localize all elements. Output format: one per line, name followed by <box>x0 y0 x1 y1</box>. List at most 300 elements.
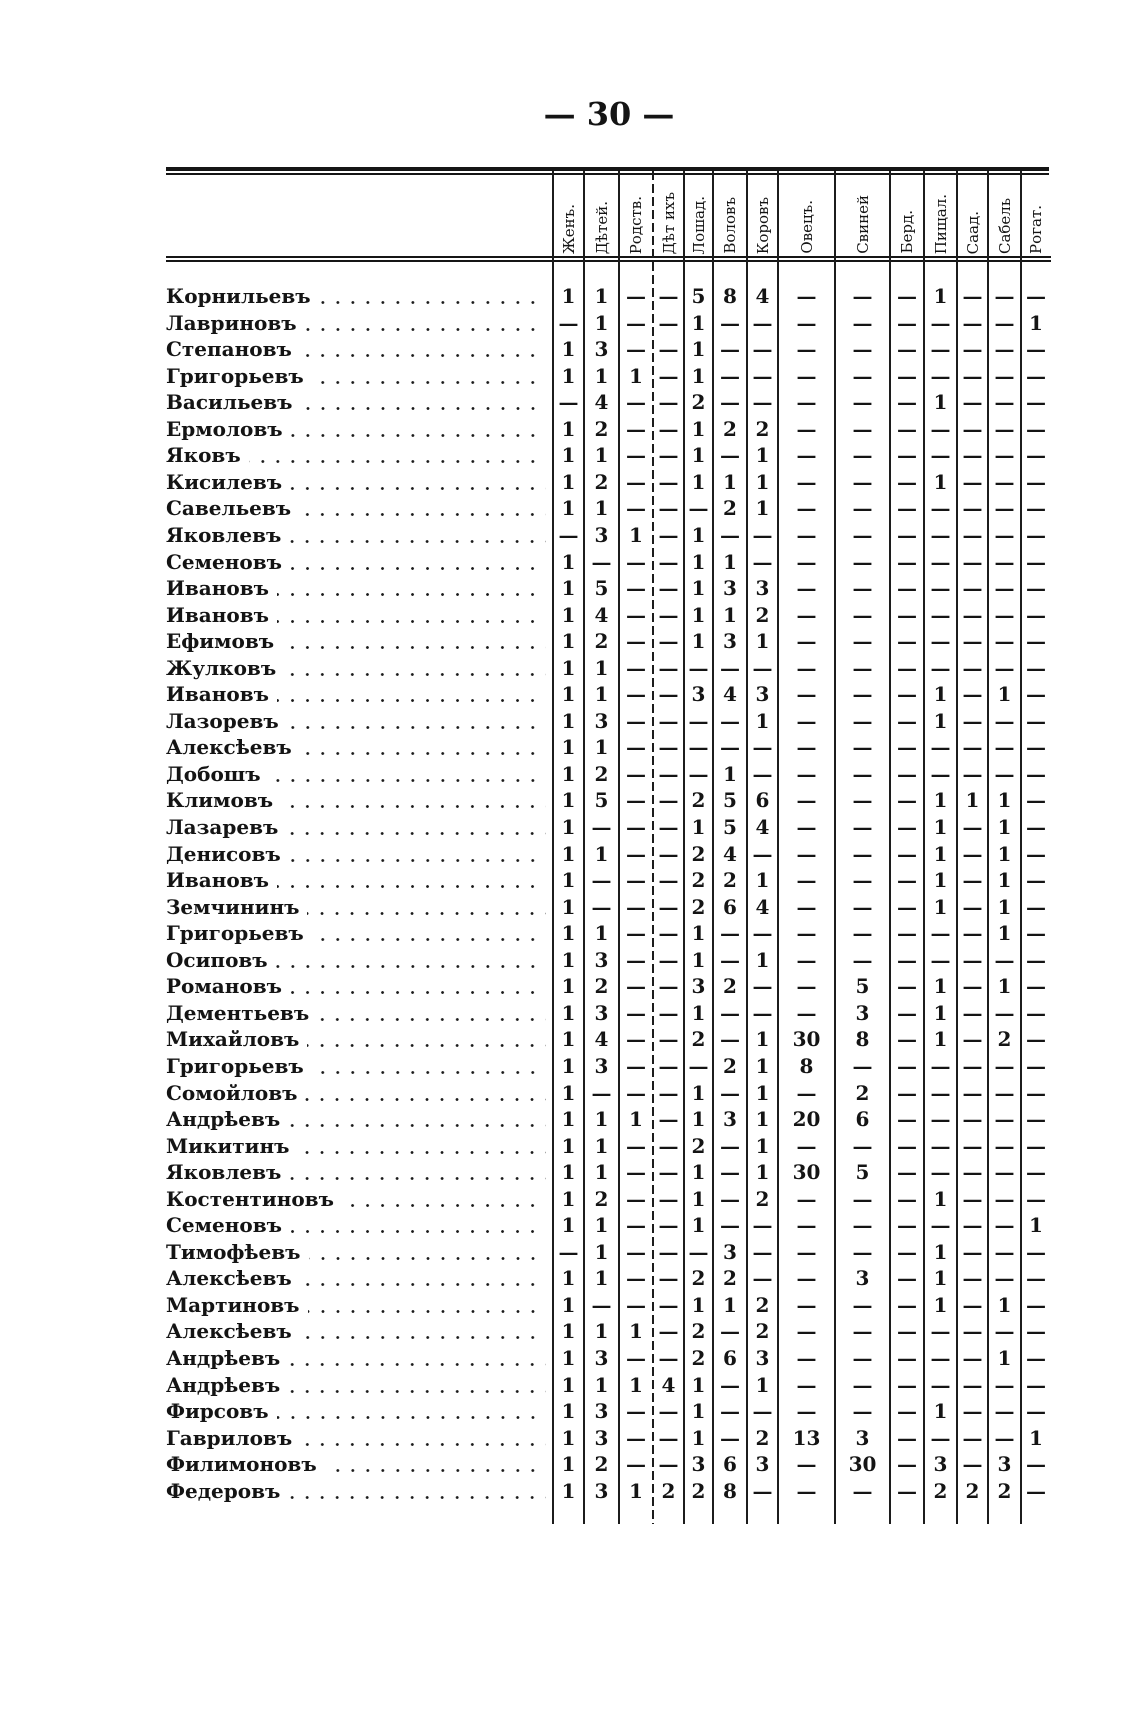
cell-sabers: 1 <box>997 788 1012 813</box>
table-row <box>0 522 1140 549</box>
person-name: Лавриновъ <box>166 310 297 335</box>
dot-leader <box>269 779 546 782</box>
cell-sabers: — <box>994 1053 1015 1078</box>
cell-rogatinas: — <box>1026 496 1046 521</box>
table-row <box>0 1478 1140 1505</box>
dot-leader <box>300 752 546 755</box>
cell-horses: 1 <box>691 629 706 654</box>
cell-children: 1 <box>594 921 609 946</box>
name-cell <box>166 1106 546 1132</box>
cell-berdyshes: — <box>897 655 917 680</box>
table-row <box>0 1451 1140 1478</box>
cell-pishchals: 1 <box>933 1292 948 1317</box>
table-row <box>0 1318 1140 1345</box>
cell-relatives-children: — <box>658 416 679 441</box>
cell-wives: 1 <box>561 576 576 601</box>
person-name: Ермоловъ <box>166 416 283 441</box>
cell-cows: 1 <box>755 1133 770 1158</box>
cell-children: 3 <box>594 1053 609 1078</box>
dot-leader <box>307 912 546 915</box>
cell-relatives-children: — <box>658 1399 679 1424</box>
cell-sabers: — <box>994 576 1015 601</box>
cell-rogatinas: — <box>1026 1319 1046 1344</box>
cell-berdyshes: — <box>897 1186 917 1211</box>
cell-sheep: 8 <box>799 1053 814 1078</box>
cell-cows: 4 <box>755 815 770 839</box>
name-cell <box>166 947 546 973</box>
cell-children: 2 <box>594 974 609 999</box>
cell-saadaks: — <box>962 284 983 308</box>
cell-sabers: — <box>994 1213 1015 1238</box>
cell-oxen: — <box>720 947 740 972</box>
cell-horses: 1 <box>691 1213 706 1238</box>
cell-cows: — <box>752 1399 773 1424</box>
person-name: Тимофѣевъ <box>166 1239 301 1264</box>
cell-children: 1 <box>594 682 609 707</box>
cell-horses: 1 <box>691 602 706 627</box>
cell-horses: — <box>688 1239 709 1264</box>
column-rule <box>712 171 714 1524</box>
cell-children: 3 <box>594 1346 609 1370</box>
cell-saadaks: — <box>962 310 983 335</box>
cell-berdyshes: — <box>897 1053 917 1078</box>
person-name: Лазаревъ <box>166 815 279 839</box>
cell-pigs: — <box>852 469 873 494</box>
cell-berdyshes: — <box>897 1399 917 1424</box>
dot-leader <box>342 1204 546 1207</box>
cell-horses: 2 <box>691 1319 706 1344</box>
cell-sabers: — <box>994 1266 1015 1291</box>
table-row <box>0 708 1140 735</box>
cell-relatives: — <box>626 416 646 441</box>
cell-sheep: — <box>796 310 817 335</box>
cell-relatives: 1 <box>629 1319 643 1344</box>
cell-wives: 1 <box>561 1452 576 1477</box>
cell-pishchals: — <box>930 947 951 972</box>
cell-oxen: 2 <box>723 974 737 999</box>
table-row <box>0 947 1140 974</box>
dot-leader <box>312 1071 546 1074</box>
cell-saadaks: — <box>962 1425 983 1450</box>
cell-berdyshes: — <box>897 522 917 547</box>
cell-sheep: — <box>796 921 817 946</box>
name-cell <box>166 1080 546 1106</box>
cell-relatives: — <box>626 1239 646 1264</box>
cell-sheep: 30 <box>792 1027 821 1052</box>
name-cell <box>166 1451 546 1477</box>
cell-berdyshes: — <box>897 1133 917 1158</box>
cell-children: 1 <box>594 1107 609 1132</box>
cell-relatives-children: — <box>658 602 679 627</box>
column-header-saadaks <box>957 176 988 254</box>
cell-pigs: — <box>852 815 873 839</box>
cell-sheep: — <box>796 363 817 388</box>
name-cell <box>166 920 546 946</box>
cell-horses: — <box>688 735 709 760</box>
cell-cows: 2 <box>755 1186 770 1211</box>
name-cell <box>166 1265 546 1291</box>
cell-horses: 1 <box>691 1080 706 1105</box>
cell-pishchals: — <box>930 761 951 786</box>
cell-berdyshes: — <box>897 1107 917 1132</box>
cell-cows: — <box>752 921 773 946</box>
person-name: Григорьевъ <box>166 1053 304 1078</box>
table-row <box>0 867 1140 894</box>
cell-cows: — <box>752 390 773 415</box>
cell-children: 2 <box>594 416 609 441</box>
column-rule <box>777 171 779 1524</box>
cell-sabers: 1 <box>997 815 1012 839</box>
cell-pishchals: — <box>930 1319 951 1344</box>
person-name: Дементьевъ <box>166 1000 310 1025</box>
cell-rogatinas: — <box>1026 947 1046 972</box>
cell-sabers: — <box>994 1160 1015 1185</box>
person-name: Алексѣевъ <box>166 1319 292 1344</box>
cell-oxen: 1 <box>723 469 737 494</box>
column-header-label: Берд. <box>898 210 916 254</box>
cell-rogatinas: — <box>1026 1186 1046 1211</box>
cell-pigs: — <box>852 735 873 760</box>
cell-berdyshes: — <box>897 921 917 946</box>
name-cell <box>166 1478 546 1504</box>
cell-sabers: — <box>994 602 1015 627</box>
cell-rogatinas: — <box>1026 443 1046 468</box>
cell-cows: 1 <box>755 708 770 733</box>
cell-horses: 1 <box>691 921 706 946</box>
person-name: Лазоревъ <box>166 708 279 733</box>
cell-saadaks: — <box>962 921 983 946</box>
cell-horses: 2 <box>691 1133 706 1158</box>
name-cell <box>166 708 546 734</box>
cell-oxen: 6 <box>723 894 737 919</box>
cell-horses: — <box>688 655 709 680</box>
cell-sheep: — <box>796 284 817 308</box>
cell-relatives: — <box>626 549 646 574</box>
cell-saadaks: — <box>962 1000 983 1025</box>
cell-pishchals: — <box>930 629 951 654</box>
cell-wives: 1 <box>561 629 576 654</box>
cell-saadaks: — <box>962 1292 983 1317</box>
cell-berdyshes: — <box>897 682 917 707</box>
cell-children: — <box>591 1080 612 1105</box>
cell-oxen: — <box>720 921 740 946</box>
cell-children: 1 <box>594 841 609 866</box>
dot-leader <box>299 513 546 516</box>
cell-wives: 1 <box>561 469 576 494</box>
dot-leader <box>288 1363 546 1366</box>
cell-cows: 1 <box>755 443 770 468</box>
cell-pishchals: 1 <box>933 469 948 494</box>
cell-wives: 1 <box>561 1133 576 1158</box>
name-cell <box>166 734 546 760</box>
cell-cows: — <box>752 337 773 362</box>
cell-relatives: — <box>626 1266 646 1291</box>
cell-pishchals: — <box>930 496 951 521</box>
cell-rogatinas: — <box>1026 788 1046 813</box>
cell-cows: — <box>752 1266 773 1291</box>
person-name: Денисовъ <box>166 841 281 866</box>
cell-pishchals: 2 <box>933 1478 948 1503</box>
cell-pigs: — <box>852 921 873 946</box>
cell-sabers: — <box>994 655 1015 680</box>
person-name: Андрѣевъ <box>166 1346 281 1370</box>
column-rule <box>889 171 891 1524</box>
cell-berdyshes: — <box>897 337 917 362</box>
cell-rogatinas: — <box>1026 1478 1046 1503</box>
table-row <box>0 1398 1140 1425</box>
cell-oxen: 1 <box>723 549 737 574</box>
column-rule <box>834 171 836 1524</box>
cell-children: 3 <box>594 1000 609 1025</box>
cell-children: 1 <box>594 1239 609 1264</box>
person-name: Ивановъ <box>166 576 269 601</box>
cell-cows: 1 <box>755 469 770 494</box>
column-header-label: Воловъ <box>721 197 739 254</box>
cell-oxen: — <box>720 443 740 468</box>
cell-sabers: 1 <box>997 894 1012 919</box>
cell-saadaks: — <box>962 602 983 627</box>
cell-sabers: — <box>994 522 1015 547</box>
cell-saadaks: — <box>962 1213 983 1238</box>
table-row <box>0 283 1140 310</box>
cell-rogatinas: — <box>1026 1160 1046 1185</box>
cell-oxen: — <box>720 1425 740 1450</box>
cell-cows: 3 <box>755 1452 770 1477</box>
cell-sheep: — <box>796 522 817 547</box>
cell-rogatinas: 1 <box>1029 1425 1043 1450</box>
cell-berdyshes: — <box>897 815 917 839</box>
cell-wives: 1 <box>561 602 576 627</box>
person-name: Михайловъ <box>166 1027 300 1052</box>
cell-pishchals: — <box>930 921 951 946</box>
cell-rogatinas: — <box>1026 1399 1046 1424</box>
cell-wives: 1 <box>561 947 576 972</box>
cell-saadaks: — <box>962 1186 983 1211</box>
name-cell <box>166 1212 546 1238</box>
name-cell <box>166 469 546 495</box>
cell-oxen: 2 <box>723 416 737 441</box>
person-name: Ивановъ <box>166 682 269 707</box>
cell-wives: 1 <box>561 363 576 388</box>
column-rule <box>1020 171 1022 1524</box>
cell-pishchals: — <box>930 1213 951 1238</box>
person-name: Яковлевъ <box>166 522 282 547</box>
column-rule <box>618 171 620 1524</box>
cell-horses: 1 <box>691 1186 706 1211</box>
name-cell <box>166 761 546 787</box>
cell-saadaks: — <box>962 894 983 919</box>
cell-cows: 3 <box>755 682 770 707</box>
person-name: Романовъ <box>166 974 282 999</box>
cell-pishchals: — <box>930 1346 951 1370</box>
name-cell <box>166 363 546 389</box>
cell-rogatinas: — <box>1026 761 1046 786</box>
cell-pigs: — <box>852 310 873 335</box>
cell-children: 3 <box>594 947 609 972</box>
cell-children: 1 <box>594 655 609 680</box>
cell-rogatinas: — <box>1026 1452 1046 1477</box>
cell-sheep: — <box>796 894 817 919</box>
dot-leader <box>289 859 546 862</box>
column-rule <box>956 171 958 1524</box>
name-cell <box>166 1318 546 1344</box>
cell-cows: — <box>752 1213 773 1238</box>
cell-relatives: — <box>626 708 646 733</box>
cell-children: 3 <box>594 1478 609 1503</box>
cell-oxen: 8 <box>723 284 737 308</box>
cell-sabers: — <box>994 1107 1015 1132</box>
cell-relatives: — <box>626 868 646 893</box>
table-row <box>0 469 1140 496</box>
dot-leader <box>288 1496 546 1499</box>
cell-berdyshes: — <box>897 761 917 786</box>
cell-berdyshes: — <box>897 1292 917 1317</box>
cell-pishchals: 1 <box>933 974 948 999</box>
cell-wives: 1 <box>561 1292 576 1317</box>
person-name: Семеновъ <box>166 1213 282 1238</box>
cell-sheep: 30 <box>792 1160 821 1185</box>
cell-rogatinas: — <box>1026 682 1046 707</box>
cell-rogatinas: — <box>1026 602 1046 627</box>
cell-wives: 1 <box>561 284 576 308</box>
cell-sabers: — <box>994 310 1015 335</box>
cell-berdyshes: — <box>897 735 917 760</box>
cell-pishchals: — <box>930 310 951 335</box>
person-name: Жулковъ <box>166 655 277 680</box>
column-rule <box>583 171 585 1524</box>
table-row <box>0 681 1140 708</box>
cell-wives: — <box>558 310 579 335</box>
cell-saadaks: — <box>962 947 983 972</box>
cell-sabers: — <box>994 1000 1015 1025</box>
column-header-label: Свиней <box>853 195 872 254</box>
cell-relatives: — <box>626 682 646 707</box>
dot-leader <box>277 1416 546 1419</box>
cell-relatives-children: — <box>658 337 679 362</box>
cell-wives: 1 <box>561 894 576 919</box>
name-cell <box>166 522 546 548</box>
cell-saadaks: — <box>962 1080 983 1105</box>
person-name: Федеровъ <box>166 1478 281 1503</box>
cell-pishchals: 1 <box>933 1000 948 1025</box>
person-name: Климовъ <box>166 788 274 813</box>
cell-children: 1 <box>594 284 609 308</box>
cell-sheep: — <box>796 1133 817 1158</box>
cell-saadaks: — <box>962 416 983 441</box>
cell-sheep: — <box>796 576 817 601</box>
cell-oxen: 1 <box>723 602 737 627</box>
cell-oxen: — <box>720 1319 740 1344</box>
cell-pishchals: 1 <box>933 390 948 415</box>
cell-pigs: — <box>852 1213 873 1238</box>
cell-relatives: — <box>626 1000 646 1025</box>
column-header-wives <box>553 176 584 254</box>
cell-wives: 1 <box>561 921 576 946</box>
person-name: Ивановъ <box>166 602 269 627</box>
column-rule <box>552 171 554 1524</box>
name-cell <box>166 495 546 521</box>
cell-pishchals: 1 <box>933 1266 948 1291</box>
name-cell <box>166 575 546 601</box>
cell-children: 3 <box>594 1399 609 1424</box>
name-cell <box>166 416 546 442</box>
name-cell <box>166 1292 546 1318</box>
cell-sabers: — <box>994 1425 1015 1450</box>
cell-oxen: — <box>720 522 740 547</box>
cell-relatives-children: — <box>658 974 679 999</box>
cell-relatives: — <box>626 655 646 680</box>
cell-berdyshes: — <box>897 284 917 308</box>
cell-children: 2 <box>594 761 609 786</box>
name-cell <box>166 283 546 309</box>
name-cell <box>166 867 546 893</box>
table-row <box>0 787 1140 814</box>
cell-berdyshes: — <box>897 416 917 441</box>
cell-pigs: 3 <box>855 1425 870 1450</box>
name-cell <box>166 336 546 362</box>
column-header-oxen <box>713 176 747 254</box>
person-name: Костентиновъ <box>166 1186 334 1211</box>
cell-rogatinas: — <box>1026 655 1046 680</box>
dot-leader <box>290 1230 546 1233</box>
cell-wives: 1 <box>561 1372 576 1397</box>
cell-berdyshes: — <box>897 1000 917 1025</box>
dot-leader <box>297 1151 546 1154</box>
header-top-rule <box>166 167 1049 171</box>
cell-horses: 1 <box>691 443 706 468</box>
cell-relatives-children: — <box>658 1239 679 1264</box>
cell-pigs: — <box>852 522 873 547</box>
cell-wives: 1 <box>561 788 576 813</box>
cell-sabers: — <box>994 496 1015 521</box>
cell-relatives-children: — <box>658 788 679 813</box>
cell-oxen: 1 <box>723 1292 737 1317</box>
cell-cows: — <box>752 1000 773 1025</box>
column-header-label: Коровъ <box>753 196 772 254</box>
cell-berdyshes: — <box>897 496 917 521</box>
name-cell <box>166 1186 546 1212</box>
column-rule <box>923 171 925 1524</box>
cell-cows: 6 <box>755 788 770 813</box>
cell-oxen: — <box>720 1000 740 1025</box>
cell-relatives: — <box>626 841 646 866</box>
header-bottom-rule <box>166 256 1051 258</box>
table-row <box>0 973 1140 1000</box>
cell-relatives: — <box>626 496 646 521</box>
cell-berdyshes: — <box>897 1319 917 1344</box>
cell-pishchals: — <box>930 337 951 362</box>
person-name: Сомойловъ <box>166 1080 298 1105</box>
cell-rogatinas: — <box>1026 390 1046 415</box>
cell-pigs: — <box>852 1186 873 1211</box>
table-row <box>0 1133 1140 1160</box>
cell-saadaks: — <box>962 1399 983 1424</box>
cell-children: 5 <box>594 576 609 601</box>
column-rule <box>746 171 748 1524</box>
cell-berdyshes: — <box>897 708 917 733</box>
dot-leader <box>289 1177 546 1180</box>
table-row <box>0 1212 1140 1239</box>
cell-relatives-children: — <box>658 469 679 494</box>
cell-pishchals: — <box>930 1160 951 1185</box>
cell-oxen: 8 <box>723 1478 737 1503</box>
cell-berdyshes: — <box>897 1346 917 1370</box>
cell-relatives: — <box>626 443 646 468</box>
cell-saadaks: — <box>962 576 983 601</box>
table-row <box>0 1080 1140 1107</box>
cell-relatives-children: — <box>658 1027 679 1052</box>
column-header-label: Сабель <box>995 197 1014 254</box>
